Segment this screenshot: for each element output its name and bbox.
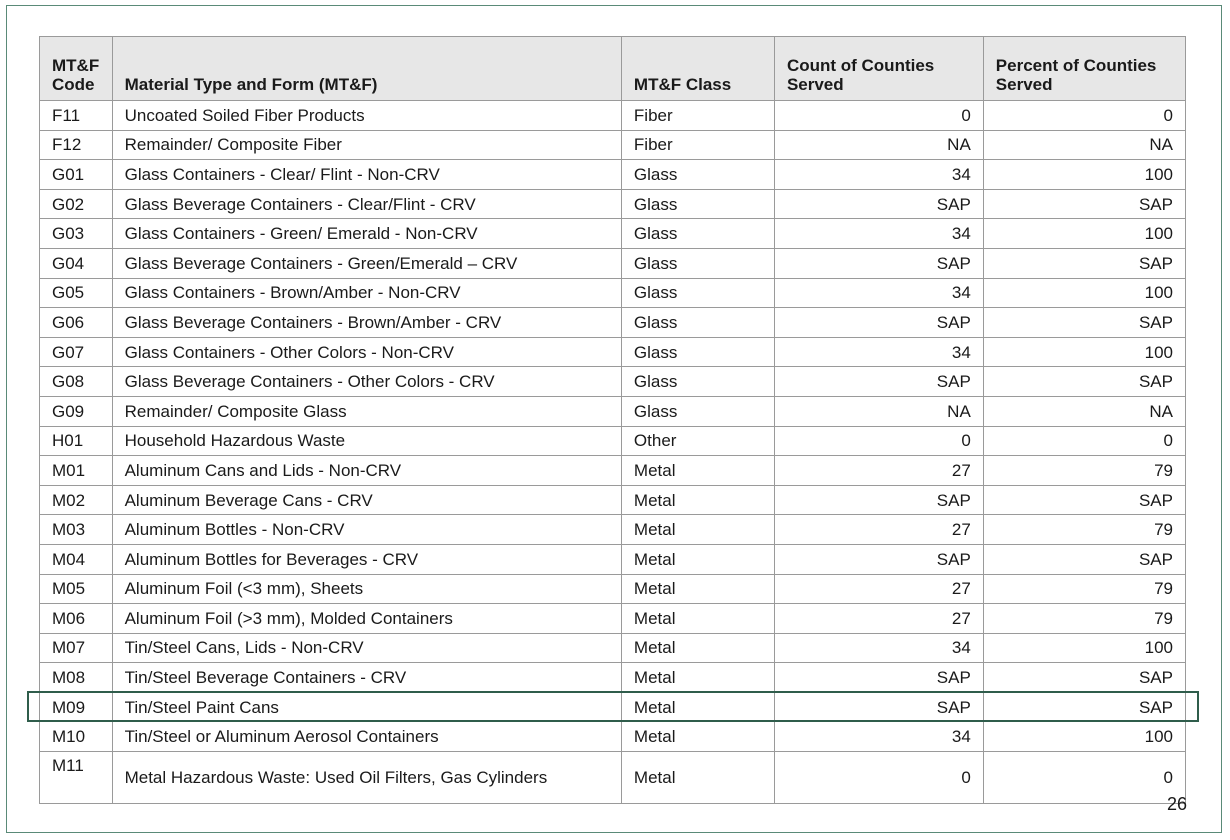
cell-material: Tin/Steel Cans, Lids - Non-CRV — [112, 633, 621, 663]
cell-class: Metal — [621, 604, 774, 634]
cell-count: 34 — [774, 160, 983, 190]
table-row — [40, 101, 1186, 131]
cell-class: Glass — [621, 189, 774, 219]
cell-count: NA — [774, 396, 983, 426]
cell-code: M10 — [40, 722, 113, 752]
cell-material: Remainder/ Composite Fiber — [112, 130, 621, 160]
cell-percent: 0 — [983, 426, 1185, 456]
cell-count: 0 — [774, 101, 983, 131]
cell-code: G02 — [40, 189, 113, 219]
cell-material: Glass Beverage Containers - Green/Emerald – CRV — [112, 248, 621, 278]
cell-class: Metal — [621, 722, 774, 752]
table-row — [40, 130, 1186, 160]
table-row — [40, 456, 1186, 486]
cell-code: M07 — [40, 633, 113, 663]
cell-class: Glass — [621, 160, 774, 190]
cell-percent: 79 — [983, 456, 1185, 486]
cell-material: Tin/Steel Beverage Containers - CRV — [112, 663, 621, 693]
cell-percent: SAP — [983, 367, 1185, 397]
cell-class: Glass — [621, 396, 774, 426]
cell-percent: 100 — [983, 160, 1185, 190]
cell-count: 27 — [774, 515, 983, 545]
cell-percent: 79 — [983, 574, 1185, 604]
cell-code: G05 — [40, 278, 113, 308]
table-row — [40, 752, 1186, 804]
cell-material: Aluminum Foil (<3 mm), Sheets — [112, 574, 621, 604]
cell-class: Metal — [621, 663, 774, 693]
table-row — [40, 396, 1186, 426]
cell-count: SAP — [774, 485, 983, 515]
cell-class: Metal — [621, 692, 774, 722]
cell-material: Glass Containers - Green/ Emerald - Non-CRV — [112, 219, 621, 249]
cell-percent: SAP — [983, 189, 1185, 219]
cell-code: M09 — [40, 692, 113, 722]
table-header-row — [40, 37, 1186, 101]
cell-percent: SAP — [983, 485, 1185, 515]
cell-count: 0 — [774, 426, 983, 456]
cell-code: G07 — [40, 337, 113, 367]
cell-percent: SAP — [983, 544, 1185, 574]
cell-code: M08 — [40, 663, 113, 693]
cell-count: 27 — [774, 604, 983, 634]
cell-class: Glass — [621, 248, 774, 278]
cell-material: Remainder/ Composite Glass — [112, 396, 621, 426]
cell-percent: SAP — [983, 692, 1185, 722]
cell-code: F12 — [40, 130, 113, 160]
cell-class: Glass — [621, 278, 774, 308]
table-row — [40, 308, 1186, 338]
table-row — [40, 278, 1186, 308]
cell-class: Glass — [621, 367, 774, 397]
cell-code: G06 — [40, 308, 113, 338]
cell-percent: 100 — [983, 337, 1185, 367]
cell-material: Aluminum Beverage Cans - CRV — [112, 485, 621, 515]
header-percent: Percent of Counties Served — [983, 37, 1185, 101]
cell-count: 34 — [774, 633, 983, 663]
cell-material: Glass Containers - Other Colors - Non-CRV — [112, 337, 621, 367]
cell-count: SAP — [774, 189, 983, 219]
cell-percent: 79 — [983, 604, 1185, 634]
cell-count: SAP — [774, 692, 983, 722]
cell-class: Metal — [621, 633, 774, 663]
cell-class: Metal — [621, 544, 774, 574]
cell-class: Other — [621, 426, 774, 456]
table-row — [40, 633, 1186, 663]
cell-code: M11 — [40, 752, 113, 804]
cell-material: Aluminum Cans and Lids - Non-CRV — [112, 456, 621, 486]
cell-percent: SAP — [983, 308, 1185, 338]
table-row — [40, 337, 1186, 367]
cell-code: M03 — [40, 515, 113, 545]
cell-material: Glass Containers - Brown/Amber - Non-CRV — [112, 278, 621, 308]
cell-count: SAP — [774, 663, 983, 693]
cell-count: SAP — [774, 367, 983, 397]
cell-class: Fiber — [621, 130, 774, 160]
cell-class: Glass — [621, 219, 774, 249]
table-row — [40, 574, 1186, 604]
header-material: Material Type and Form (MT&F) — [112, 37, 621, 101]
cell-material: Tin/Steel or Aluminum Aerosol Containers — [112, 722, 621, 752]
cell-code: G08 — [40, 367, 113, 397]
cell-count: SAP — [774, 248, 983, 278]
cell-percent: SAP — [983, 663, 1185, 693]
cell-material: Tin/Steel Paint Cans — [112, 692, 621, 722]
cell-percent: 0 — [983, 752, 1185, 804]
cell-code: G01 — [40, 160, 113, 190]
cell-code: M04 — [40, 544, 113, 574]
cell-class: Glass — [621, 308, 774, 338]
cell-material: Aluminum Bottles for Beverages - CRV — [112, 544, 621, 574]
cell-count: 27 — [774, 574, 983, 604]
cell-material: Glass Beverage Containers - Other Colors - CRV — [112, 367, 621, 397]
cell-percent: 100 — [983, 722, 1185, 752]
cell-percent: 79 — [983, 515, 1185, 545]
cell-count: NA — [774, 130, 983, 160]
cell-percent: 100 — [983, 633, 1185, 663]
cell-percent: 100 — [983, 219, 1185, 249]
cell-count: SAP — [774, 308, 983, 338]
table-row — [40, 663, 1186, 693]
cell-class: Glass — [621, 337, 774, 367]
cell-class: Metal — [621, 574, 774, 604]
cell-count: 34 — [774, 337, 983, 367]
cell-count: 34 — [774, 722, 983, 752]
table-row — [40, 367, 1186, 397]
cell-class: Metal — [621, 515, 774, 545]
cell-material: Aluminum Bottles - Non-CRV — [112, 515, 621, 545]
cell-code: G09 — [40, 396, 113, 426]
cell-percent: NA — [983, 396, 1185, 426]
cell-material: Glass Beverage Containers - Brown/Amber - CRV — [112, 308, 621, 338]
cell-count: SAP — [774, 544, 983, 574]
cell-code: G04 — [40, 248, 113, 278]
cell-percent: 0 — [983, 101, 1185, 131]
cell-percent: NA — [983, 130, 1185, 160]
table-row — [40, 544, 1186, 574]
page-number: 26 — [1166, 794, 1187, 814]
mtf-table — [39, 36, 1186, 804]
cell-code: H01 — [40, 426, 113, 456]
cell-class: Metal — [621, 456, 774, 486]
cell-count: 27 — [774, 456, 983, 486]
table-row — [40, 189, 1186, 219]
table-row — [40, 604, 1186, 634]
cell-count: 0 — [774, 752, 983, 804]
table-row — [40, 248, 1186, 278]
cell-code: F11 — [40, 101, 113, 131]
table-row — [40, 160, 1186, 190]
cell-material: Household Hazardous Waste — [112, 426, 621, 456]
cell-percent: SAP — [983, 248, 1185, 278]
table-row — [40, 485, 1186, 515]
cell-class: Fiber — [621, 101, 774, 131]
cell-count: 34 — [774, 278, 983, 308]
table-row — [40, 515, 1186, 545]
cell-material: Uncoated Soiled Fiber Products — [112, 101, 621, 131]
table-row — [40, 219, 1186, 249]
cell-count: 34 — [774, 219, 983, 249]
cell-material: Glass Beverage Containers - Clear/Flint - CRV — [112, 189, 621, 219]
cell-code: M05 — [40, 574, 113, 604]
header-code: MT&F Code — [40, 37, 113, 101]
cell-code: M02 — [40, 485, 113, 515]
cell-class: Metal — [621, 485, 774, 515]
cell-material: Aluminum Foil (>3 mm), Molded Containers — [112, 604, 621, 634]
table-row-highlighted — [40, 722, 1186, 752]
header-class: MT&F Class — [621, 37, 774, 101]
cell-material: Metal Hazardous Waste: Used Oil Filters, Gas Cylinders — [112, 752, 621, 804]
table-row — [40, 692, 1186, 722]
table-row — [40, 426, 1186, 456]
cell-percent: 100 — [983, 278, 1185, 308]
cell-material: Glass Containers - Clear/ Flint - Non-CRV — [112, 160, 621, 190]
cell-code: M06 — [40, 604, 113, 634]
cell-code: M01 — [40, 456, 113, 486]
cell-class: Metal — [621, 752, 774, 804]
cell-code: G03 — [40, 219, 113, 249]
header-count: Count of Counties Served — [774, 37, 983, 101]
